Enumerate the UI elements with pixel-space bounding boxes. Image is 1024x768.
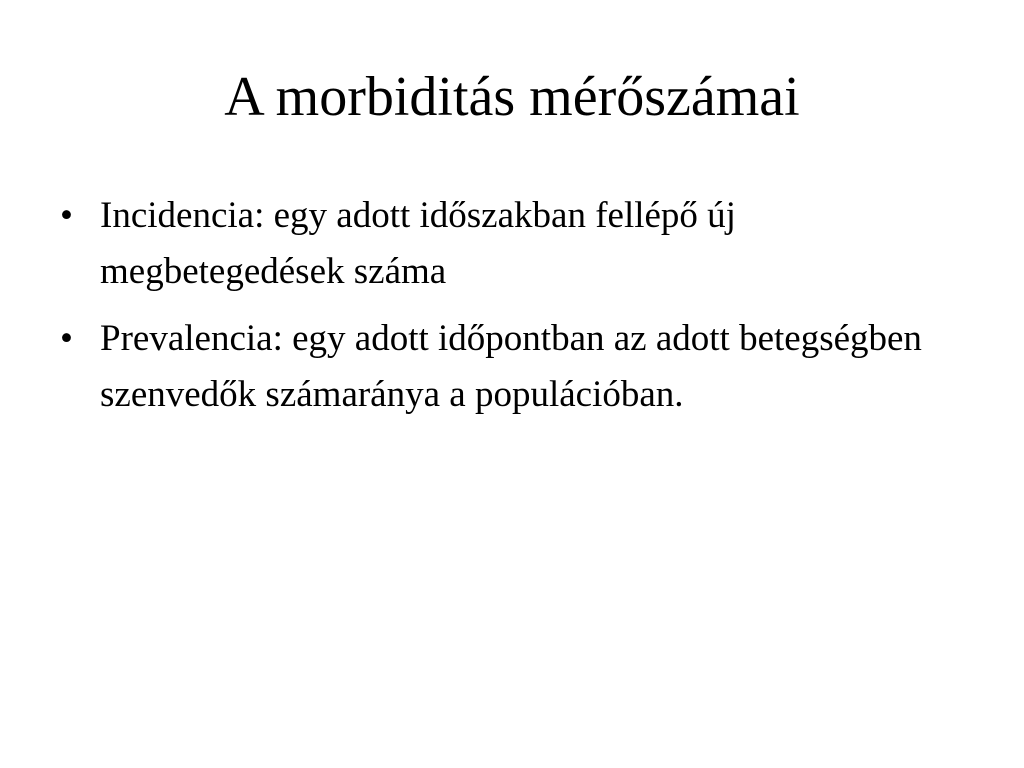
bullet-item-incidencia (60, 188, 940, 300)
bullet-marker: • (60, 195, 73, 236)
bullet-text: Incidencia: egy adott időszakban fellépő új megbetegedések száma (100, 195, 736, 292)
slide-title: A morbiditás mérőszámai (224, 66, 800, 128)
bullet-list (60, 188, 940, 434)
bullet-marker: • (60, 318, 73, 359)
bullet-item-prevalencia (60, 311, 940, 423)
bullet-text: Prevalencia: egy adott időpontban az adott betegségben szenvedők számaránya a populációban. (100, 318, 922, 415)
